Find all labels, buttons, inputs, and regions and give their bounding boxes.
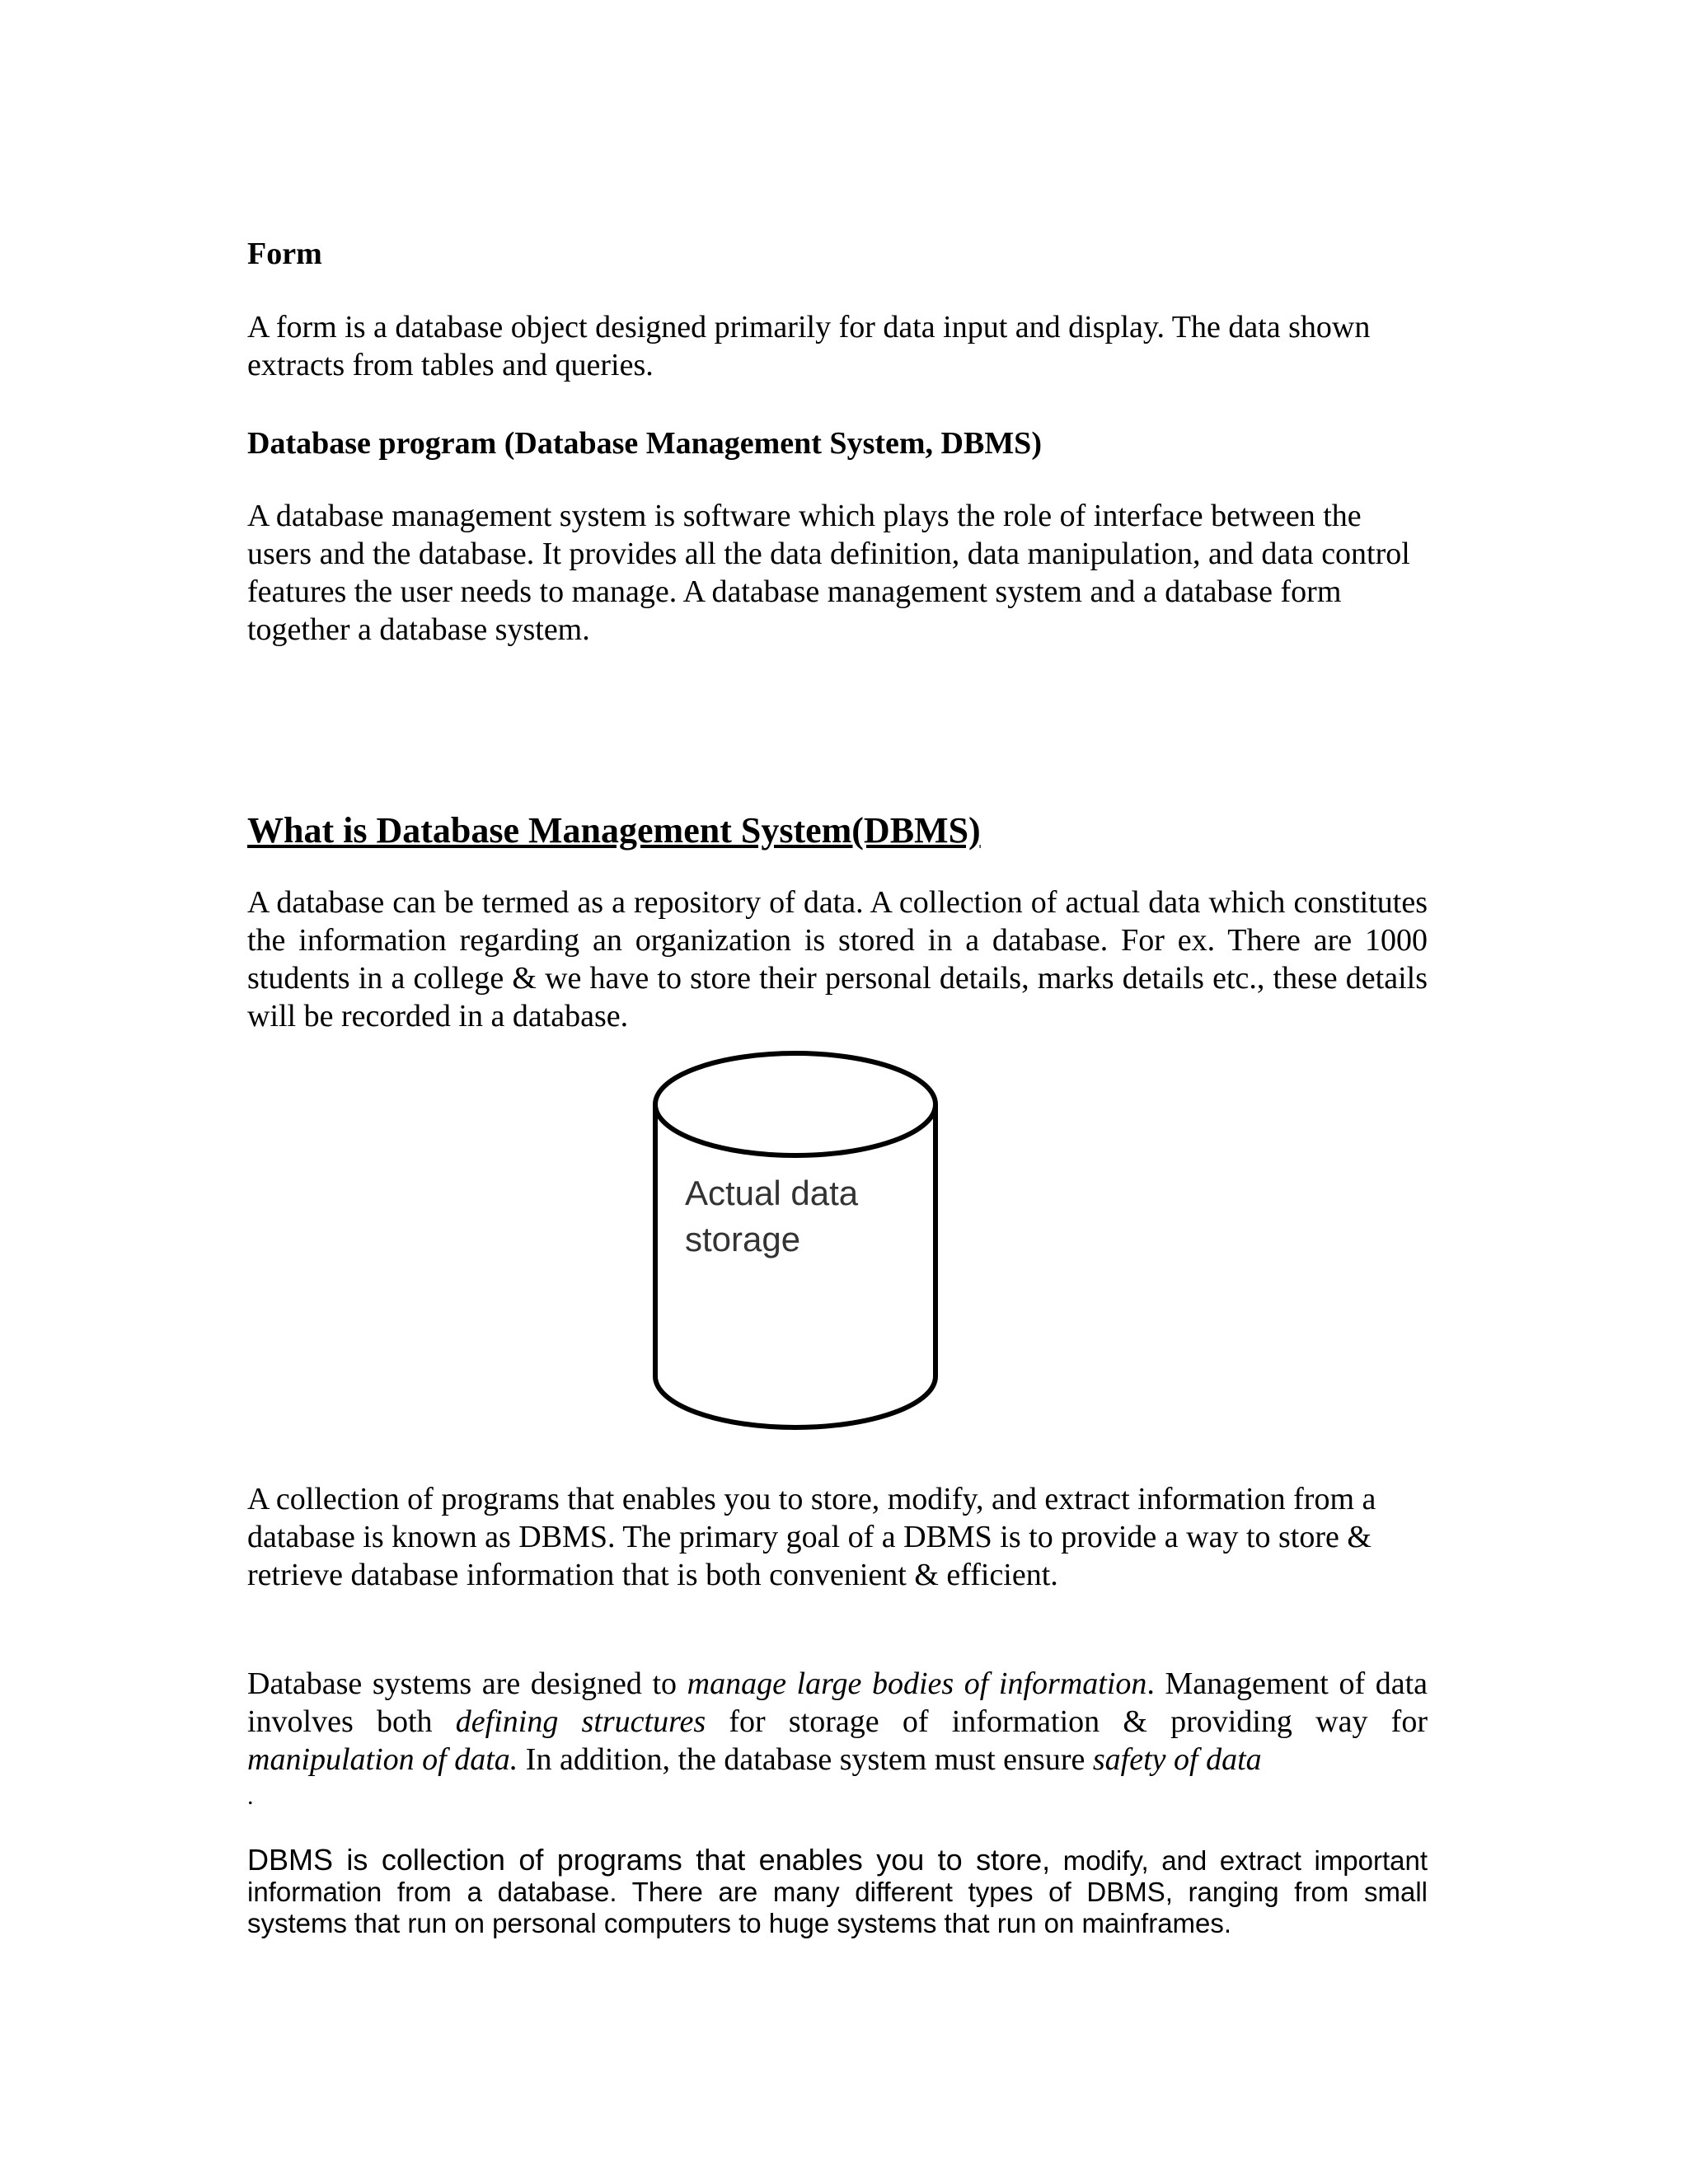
what-is-dbms-heading: What is Database Management System(DBMS): [247, 810, 981, 851]
dbms-program-heading: Database program (Database Management System, DBMS): [247, 426, 1042, 461]
dbms-types-lead: DBMS is collection of programs that enables you to store,: [247, 1843, 1051, 1877]
dbms-types-paragraph: [247, 1844, 1428, 1939]
cylinder-label: [685, 1170, 858, 1263]
dbms-types-rest: modify, and extract important information from a database. There are many different types of DBMS, ranging from small systems that run on personal computers to huge systems that run on mainframes.: [247, 1845, 1428, 1938]
emphasis-defining-structures: defining structures: [455, 1704, 706, 1739]
form-heading: Form: [247, 237, 322, 271]
form-description: A form is a database object designed primarily for data input and display. The data shown extracts from tables and queries.: [247, 310, 1371, 382]
dbms-definition-paragraph: A collection of programs that enables you to store, modify, and extract information from a database is known as DBMS. The primary goal of a DBMS is to provide a way to store & retrieve database information that is both convenient & efficient.: [247, 1482, 1376, 1592]
cylinder-label-line1: Actual data: [685, 1174, 859, 1212]
trailing-period: .: [247, 1783, 254, 1810]
cylinder-top: [655, 1053, 935, 1155]
database-systems-paragraph: Database systems are designed to manage large bodies of information. Management of data involves both defining structures for storage of information & providing way for manipulation of data. In addition, the database system must ensure safety of data: [247, 1666, 1428, 1777]
emphasis-safety-of-data: safety of data: [1092, 1742, 1262, 1777]
cylinder-label-line2: storage: [685, 1220, 801, 1258]
database-repository-paragraph: A database can be termed as a repository of data. A collection of actual data which constitutes the information regarding an organization is stored in a database. For ex. There are 1000 students in a college & we have to store their personal details, marks details etc., these details will be recorded in a database.: [247, 885, 1428, 1033]
dbms-program-description: A database management system is software which plays the role of interface between the users and the database. It provides all the data definition, data manipulation, and data control features the user needs to manage. A database management system and a database form together a database system.: [247, 499, 1410, 647]
emphasis-manipulation-of-data: manipulation of data.: [247, 1742, 518, 1777]
emphasis-manage-large-bodies: manage large bodies of information: [687, 1666, 1147, 1701]
cylinder-bottom: [655, 1376, 935, 1427]
